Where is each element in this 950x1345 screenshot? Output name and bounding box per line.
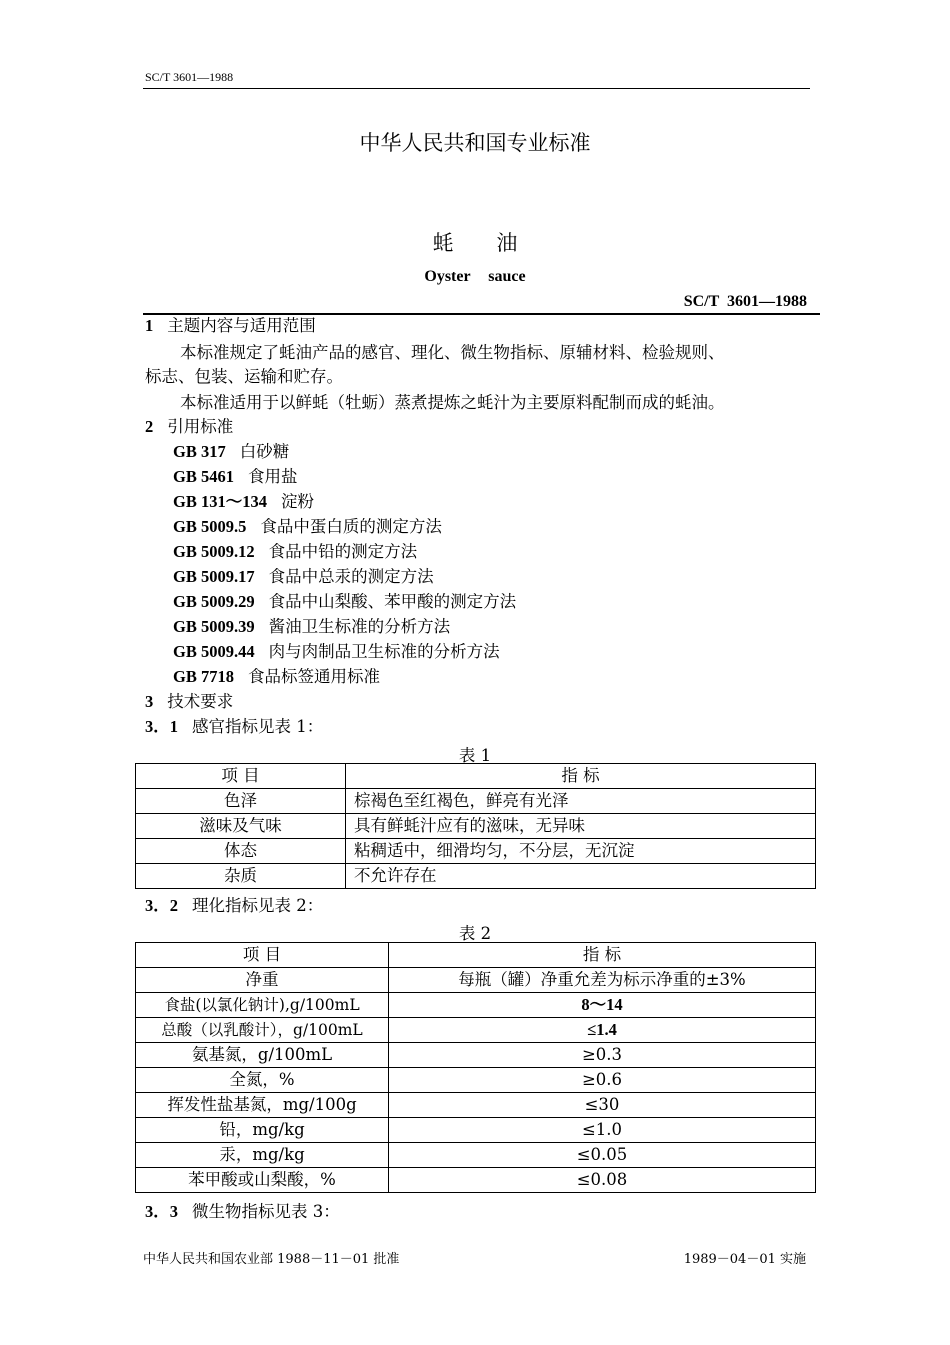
section-number: 3．1 (145, 717, 178, 736)
paragraph-1-line-2: 标志、包装、运输和贮存。 (145, 367, 343, 386)
paragraph-2: 本标准适用于以鲜蚝（牡蛎）蒸煮提炼之蚝汁为主要原料配制而成的蚝油。 (180, 393, 725, 412)
table-1-caption: 表 1 (458, 746, 492, 765)
reference-item (173, 592, 516, 612)
table-cell: 铅，mg/kg (136, 1118, 389, 1143)
table-cell: ≤1.4 (389, 1018, 816, 1043)
paragraph-1-line-1: 本标准规定了蚝油产品的感官、理化、微生物指标、原辅材料、检验规则、 (180, 343, 725, 362)
section-number: 3．3 (145, 1202, 178, 1221)
table-row (136, 789, 816, 814)
table-header-cell: 项 目 (136, 943, 389, 968)
section-number: 2 (145, 417, 154, 436)
reference-item (173, 442, 289, 462)
table-1 (135, 763, 816, 889)
table-cell: ≤30 (389, 1093, 816, 1118)
document-title-english: Oyster sauce (424, 268, 526, 285)
table-cell: ≥0.6 (389, 1068, 816, 1093)
reference-code: GB 5009.39 (173, 617, 255, 636)
section-title: 引用标准 (167, 417, 234, 436)
standard-title: 中华人民共和国专业标准 (359, 131, 591, 155)
standard-code: SC/T 3601—1988 (683, 293, 807, 310)
table-cell: 总酸（以乳酸计），g/100mL (136, 1018, 389, 1043)
table-header-row (136, 764, 816, 789)
reference-code: GB 5461 (173, 467, 234, 486)
table-cell: 棕褐色至红褐色，鲜亮有光泽 (346, 789, 816, 814)
table-row (136, 1043, 816, 1068)
table-cell: 全氮，% (136, 1068, 389, 1093)
table-row (136, 1093, 816, 1118)
section-3-3-heading (145, 1202, 340, 1222)
section-number: 1 (145, 316, 154, 335)
section-title: 理化指标见表 2： (192, 896, 324, 915)
header-divider (143, 88, 810, 89)
reference-item (173, 492, 314, 512)
table-row (136, 1118, 816, 1143)
reference-item (173, 467, 297, 487)
reference-name: 食品中蛋白质的测定方法 (260, 517, 442, 536)
reference-code: GB 317 (173, 442, 226, 461)
table-row (136, 1018, 816, 1043)
reference-item (173, 617, 450, 637)
reference-name: 食品中铅的测定方法 (268, 542, 418, 561)
footer-approval: 中华人民共和国农业部 1988－11－01 批准 (143, 1252, 400, 1267)
table-cell: 汞，mg/kg (136, 1143, 389, 1168)
reference-code: GB 5009.17 (173, 567, 255, 586)
reference-code: GB 7718 (173, 667, 234, 686)
section-2-heading (145, 417, 233, 437)
reference-name: 淀粉 (280, 492, 314, 511)
reference-name: 食品标签通用标准 (247, 667, 380, 686)
table-row (136, 1068, 816, 1093)
table-header-cell: 指 标 (346, 764, 816, 789)
table-header-cell: 项 目 (136, 764, 346, 789)
reference-name: 酱油卫生标准的分析方法 (268, 617, 451, 636)
table-2-caption: 表 2 (458, 924, 492, 943)
reference-item (173, 642, 500, 662)
section-title: 感官指标见表 1： (192, 717, 324, 736)
table-cell: 苯甲酸或山梨酸，% (136, 1168, 389, 1193)
reference-code: GB 5009.44 (173, 642, 255, 661)
table-row (136, 1143, 816, 1168)
table-row (136, 814, 816, 839)
table-cell: 体态 (136, 839, 346, 864)
section-1-heading (145, 316, 316, 336)
table-cell: 每瓶（罐）净重允差为标示净重的±3% (389, 968, 816, 993)
table-header-row (136, 943, 816, 968)
table-row (136, 968, 816, 993)
table-row (136, 864, 816, 889)
reference-code: GB 5009.12 (173, 542, 255, 561)
table-cell: 粘稠适中，细滑均匀，不分层，无沉淀 (346, 839, 816, 864)
section-title: 微生物指标见表 3： (192, 1202, 340, 1221)
reference-item (173, 667, 380, 687)
table-cell: ≤0.05 (389, 1143, 816, 1168)
reference-name: 食品中山梨酸、苯甲酸的测定方法 (268, 592, 517, 611)
table-cell: 不允许存在 (346, 864, 816, 889)
table-2 (135, 942, 816, 1193)
table-row (136, 993, 816, 1018)
table-row (136, 839, 816, 864)
table-cell: ≤0.08 (389, 1168, 816, 1193)
section-3-2-heading (145, 896, 323, 916)
table-cell: 氨基氮，g/100mL (136, 1043, 389, 1068)
section-3-1-heading (145, 717, 323, 737)
header-code: SC/T 3601—1988 (145, 70, 234, 84)
reference-code: GB 5009.5 (173, 517, 247, 536)
reference-name: 食用盐 (247, 467, 298, 486)
table-cell: 滋味及气味 (136, 814, 346, 839)
reference-code: GB 131～134 (173, 492, 267, 511)
section-title: 技术要求 (167, 692, 234, 711)
table-cell: ≥0.3 (389, 1043, 816, 1068)
section-number: 3 (145, 692, 154, 711)
footer-effective-date: 1989－04－01 实施 (683, 1252, 806, 1267)
table-cell: 净重 (136, 968, 389, 993)
section-title: 主题内容与适用范围 (167, 316, 316, 335)
table-cell: 食盐(以氯化钠计),g/100mL (136, 993, 389, 1018)
table-cell: 挥发性盐基氮，mg/100g (136, 1093, 389, 1118)
reference-item (173, 567, 434, 587)
table-cell: 杂质 (136, 864, 346, 889)
document-title: 蚝 油 (432, 231, 518, 255)
table-cell: 8～14 (389, 993, 816, 1018)
reference-name: 白砂糖 (239, 442, 290, 461)
table-row (136, 1168, 816, 1193)
reference-name: 食品中总汞的测定方法 (268, 567, 434, 586)
reference-item (173, 517, 442, 537)
title-divider (143, 313, 820, 315)
table-cell: 具有鲜蚝汁应有的滋味，无异味 (346, 814, 816, 839)
section-3-heading (145, 692, 233, 712)
table-cell: ≤1.0 (389, 1118, 816, 1143)
table-cell: 色泽 (136, 789, 346, 814)
reference-item (173, 542, 417, 562)
section-number: 3．2 (145, 896, 178, 915)
reference-code: GB 5009.29 (173, 592, 255, 611)
table-header-cell: 指 标 (389, 943, 816, 968)
reference-name: 肉与肉制品卫生标准的分析方法 (268, 642, 500, 661)
